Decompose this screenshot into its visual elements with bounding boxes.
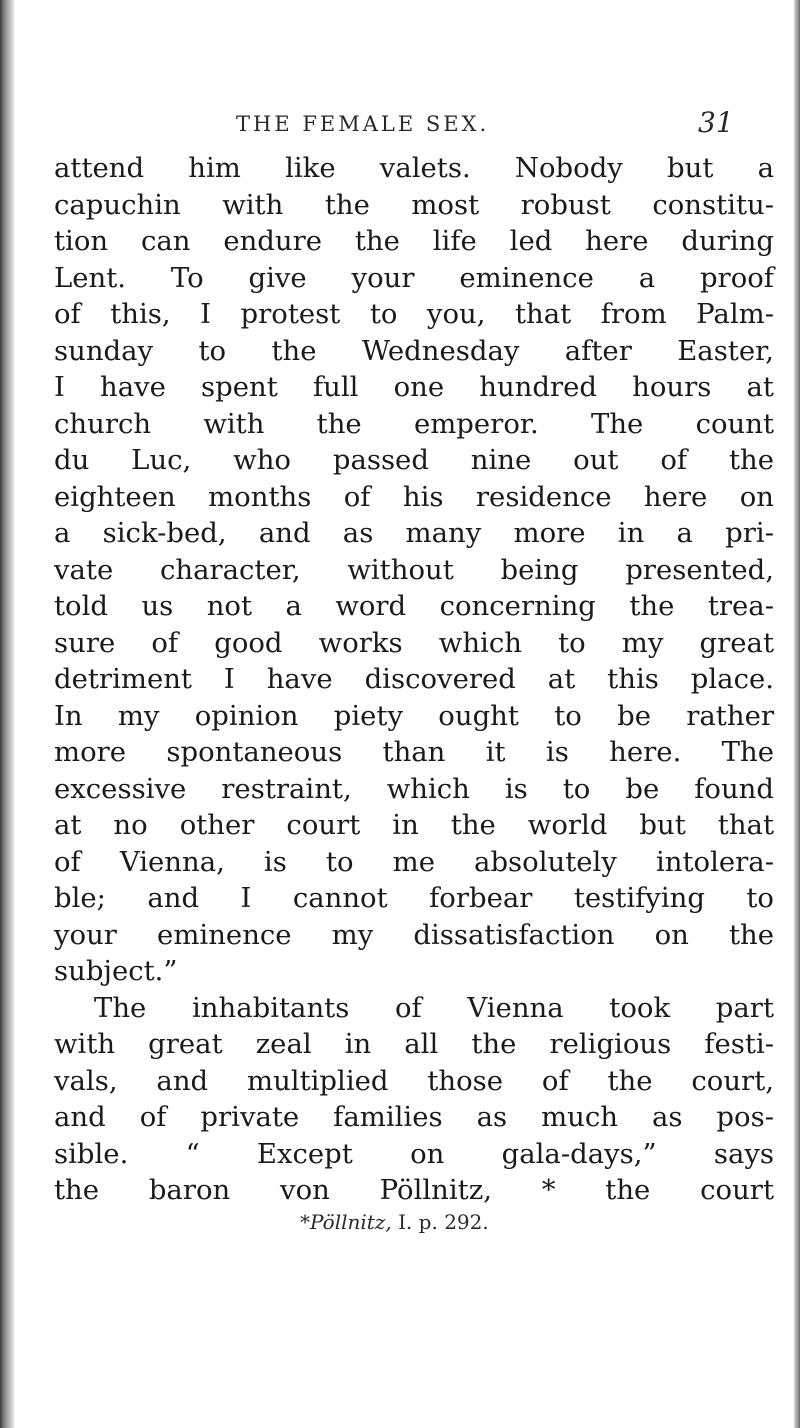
text-line: of Vienna, is to me absolutely intolera- — [54, 845, 774, 878]
text-line: ble; and I cannot forbear testifying to — [54, 882, 774, 914]
text-line: subject.” — [54, 955, 178, 987]
text-line: and of private families as much as pos- — [54, 1101, 774, 1133]
text-line: of this, I protest to you, that from Palm- — [54, 298, 774, 330]
text-line: excessive restraint, which is to be found — [54, 772, 774, 805]
text-line: tion can endure the life led here during — [54, 225, 774, 257]
text-line: sure of good works which to my great — [54, 626, 774, 659]
text-line: the baron von Pöllnitz, * the court — [54, 1174, 774, 1206]
page-number: 31 — [698, 106, 734, 139]
page-edge — [794, 0, 800, 1428]
text-line: sible. “ Except on gala-days,” says — [54, 1137, 774, 1170]
text-line: detriment I have discovered at this place. — [54, 663, 774, 695]
text-line: vate character, without being presented, — [54, 553, 774, 586]
body-text — [54, 150, 774, 1209]
text-line: more spontaneous than it is here. The — [54, 736, 774, 768]
text-line: church with the emperor. The count — [54, 407, 774, 440]
footnote — [300, 1210, 489, 1234]
text-line: a sick-bed, and as many more in a pri- — [54, 517, 774, 549]
page-gutter-shadow — [0, 0, 14, 1428]
text-line: The inhabitants of Vienna took part — [94, 991, 774, 1024]
text-line: capuchin with the most robust constitu- — [54, 188, 774, 221]
text-line: Lent. To give your eminence a proof — [54, 261, 774, 294]
text-line: sunday to the Wednesday after Easter, — [54, 334, 774, 367]
footnote-reference: I. p. 292. — [398, 1210, 489, 1234]
text-line: eighteen months of his residence here on — [54, 480, 774, 513]
text-line: your eminence my dissatisfaction on the — [54, 918, 774, 951]
footnote-author: Pöllnitz, — [310, 1210, 392, 1234]
text-line: I have spent full one hundred hours at — [54, 371, 774, 403]
running-header: THE FEMALE SEX. — [236, 112, 490, 136]
text-line: at no other court in the world but that — [54, 809, 774, 841]
text-line: du Luc, who passed nine out of the — [54, 444, 774, 476]
text-line: told us not a word concerning the trea- — [54, 590, 774, 622]
footnote-marker: * — [300, 1210, 310, 1234]
text-line: with great zeal in all the religious festi- — [54, 1028, 774, 1060]
text-line: In my opinion piety ought to be rather — [54, 699, 774, 732]
text-line: attend him like valets. Nobody but a — [54, 152, 774, 184]
text-line: vals, and multiplied those of the court, — [54, 1064, 774, 1097]
